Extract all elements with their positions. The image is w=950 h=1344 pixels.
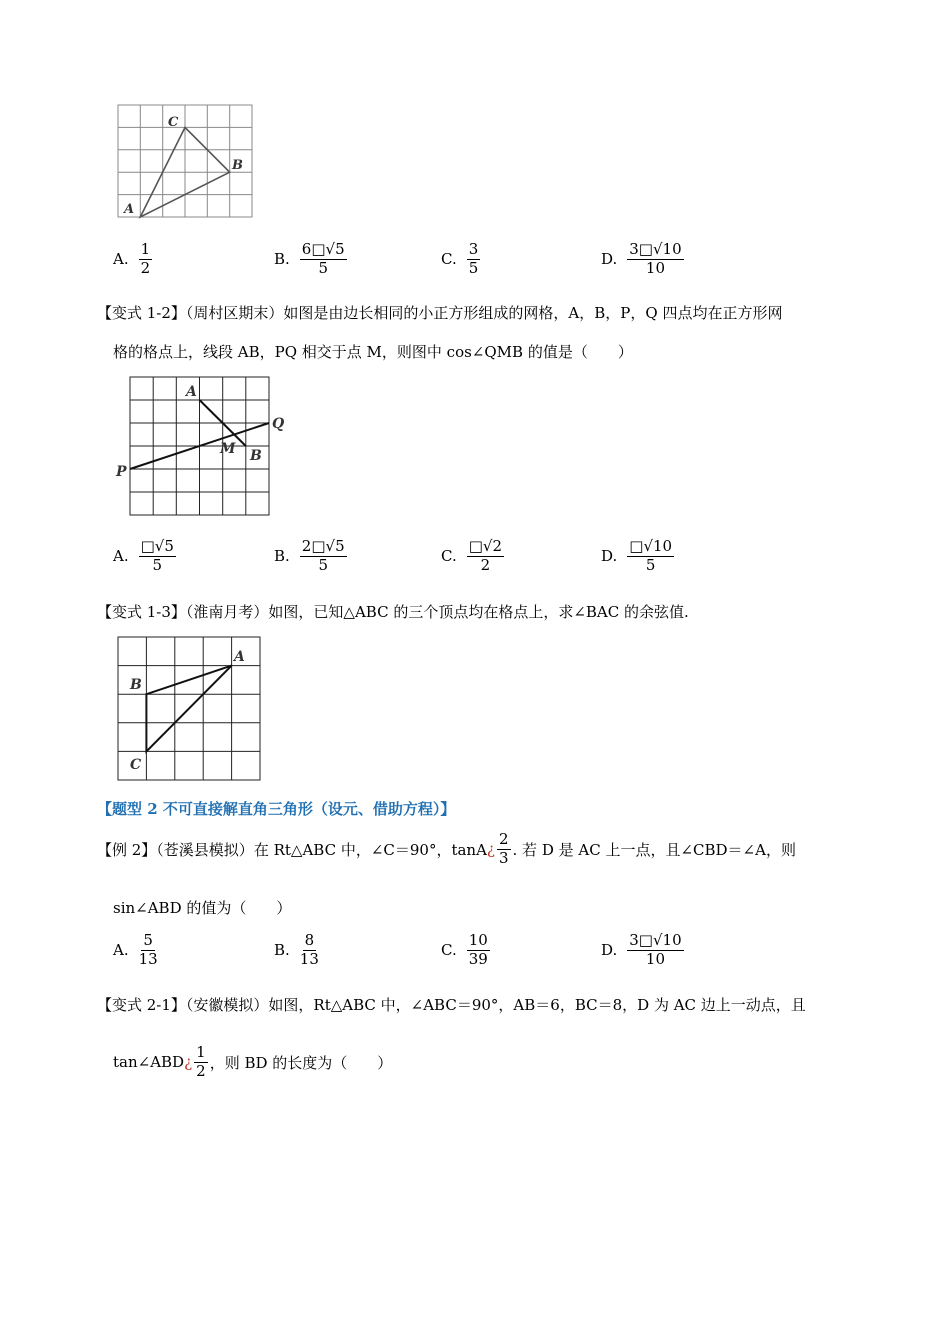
option-label: B. [274,547,290,566]
option-label: A. [113,941,129,960]
option-label: D. [601,941,618,960]
fraction-denominator: 5 [468,258,479,277]
figure-triangle-grid-1 [110,100,260,225]
label-a: A [124,202,135,217]
question-v21-line2 [113,1045,392,1080]
fraction-numerator: 5 [143,931,153,949]
fraction-denominator: 5 [318,555,328,574]
fraction-numerator: 3□√10 [629,240,682,258]
question-v12-line2: 格的格点上，线段 AB，PQ 相交于点 M，则图中 cos∠QMB 的值是（ ） [113,343,633,361]
label-c: C [130,757,142,773]
option-d[interactable] [601,242,686,277]
text-segment: 【例 2】（苍溪县模拟）在 Rt△ABC 中，∠C＝90°，tanA [97,840,487,859]
option-label: C. [441,941,457,960]
label-a: A [186,384,197,400]
question-ex2-line2: sin∠ABD 的值为（ ） [113,899,292,917]
option-b[interactable] [274,242,349,277]
label-b: B [250,448,262,464]
garbled-glyph: ¿ [184,1053,193,1072]
garbled-glyph: ¿ [486,840,495,859]
label-c: C [168,115,179,130]
question-v21-line1: 【变式 2-1】（安徽模拟）如图，Rt△ABC 中，∠ABC＝90°，AB＝6，BC＝8，D 为 AC 边上一动点，且 [97,996,806,1014]
fraction-denominator: 2 [480,555,491,574]
option-label: D. [601,250,618,269]
option-b[interactable] [274,933,321,968]
option-c[interactable] [441,933,492,968]
text-segment: tan∠ABD [113,1053,185,1072]
fraction-numerator: 6□√5 [301,240,345,258]
label-q: Q [272,416,285,432]
option-d[interactable] [601,933,686,968]
text-segment: ，则 BD 的长度为（ ） [209,1053,393,1072]
fraction-denominator: 5 [318,258,328,277]
option-label: A. [113,547,129,566]
fraction-numerator: 2 [498,830,509,848]
fraction-numerator: 1 [140,240,151,258]
fraction-numerator: 2□√5 [301,537,345,555]
fraction-denominator: 10 [645,949,665,968]
option-b[interactable] [274,539,349,574]
option-label: B. [274,941,290,960]
option-c[interactable] [441,242,482,277]
option-a[interactable] [113,933,160,968]
fraction-denominator: 2 [140,258,151,277]
label-p: P [116,464,127,480]
fraction-denominator: 10 [645,258,665,277]
fraction-denominator: 5 [645,555,656,574]
fraction-numerator: 1 [196,1043,206,1061]
option-a[interactable] [113,539,178,574]
option-label: B. [274,250,290,269]
text-segment: . 若 D 是 AC 上一点，且∠CBD＝∠A，则 [512,840,796,859]
question-ex2-line1 [97,832,796,867]
fraction-denominator: 13 [299,949,319,968]
figure-triangle-grid-3 [112,633,267,785]
fraction-numerator: 8 [304,931,315,949]
option-a[interactable] [113,242,154,277]
fraction-denominator: 2 [196,1061,206,1080]
option-c[interactable] [441,539,506,574]
fraction-denominator: 13 [138,949,158,968]
fraction-numerator: 3 [468,240,479,258]
question-v12-line1: 【变式 1-2】（周村区期末）如图是由边长相同的小正方形组成的网格，A，B，P，Q 四点均在正方形网 [97,304,783,322]
fraction-denominator: 39 [468,949,488,968]
label-m: M [220,441,236,457]
fraction-numerator: 3□√10 [629,931,682,949]
fraction-numerator: □√10 [629,537,673,555]
fraction-numerator: □√2 [468,537,502,555]
option-label: C. [441,547,457,566]
option-label: A. [113,250,129,269]
fraction-denominator: 3 [498,848,509,867]
option-label: C. [441,250,457,269]
fraction-numerator: □√5 [140,537,174,555]
section-heading: 【题型 2 不可直接解直角三角形（设元、借助方程）】 [97,800,456,818]
option-label: D. [601,547,618,566]
label-b: B [232,158,243,173]
fraction-denominator: 5 [152,555,163,574]
question-v13-line1: 【变式 1-3】（淮南月考）如图，已知△ABC 的三个顶点均在格点上，求∠BAC 的余弦值. [97,603,689,621]
triangle-abc [146,666,231,752]
option-d[interactable] [601,539,676,574]
figure-grid-pq-ab [112,372,292,520]
label-b: B [130,677,142,693]
label-a: A [234,649,245,665]
fraction-numerator: 10 [468,931,488,949]
